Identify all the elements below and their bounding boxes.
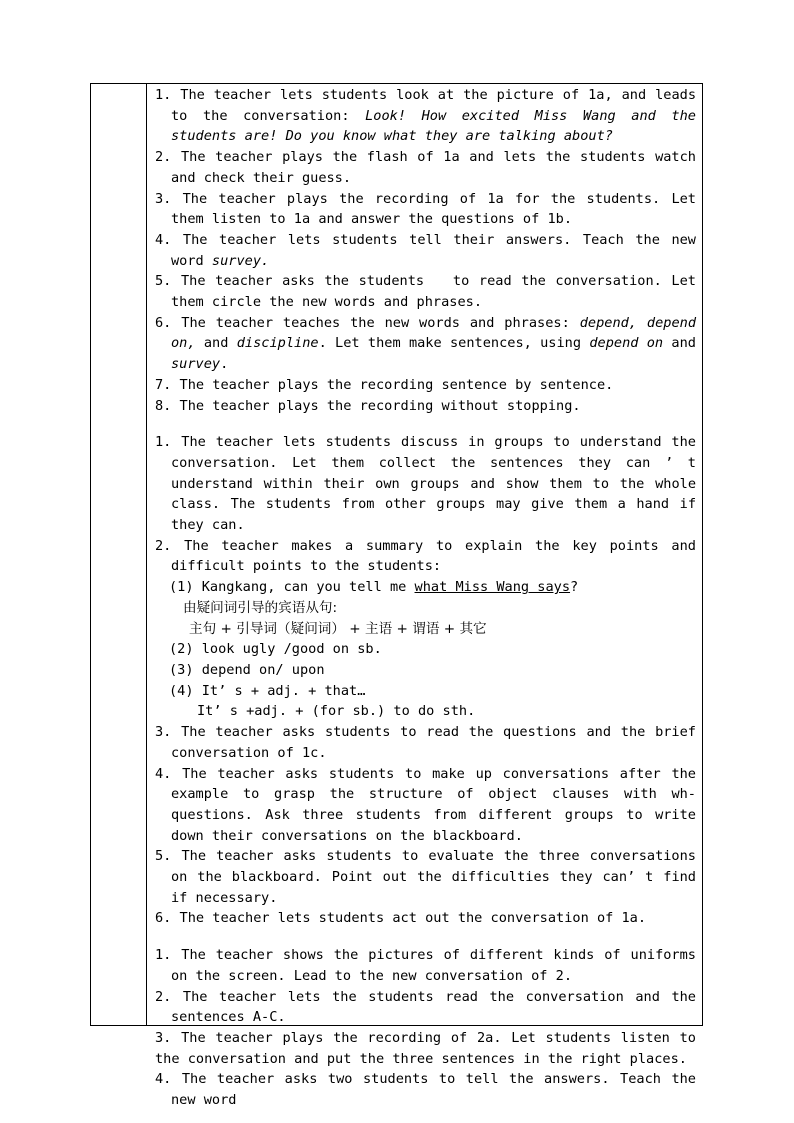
section-b xyxy=(155,432,696,929)
step-a6-text-5: . xyxy=(220,356,229,373)
step-c3: 3. The teacher plays the recording of 2a. Let students listen to the conversation and put the three sentences in the right places. xyxy=(155,1029,696,1067)
step-a4-italic: survey. xyxy=(211,252,270,269)
step-c4: 4. The teacher asks two students to tell the answers. Teach the new word xyxy=(155,1071,696,1109)
step-a6-text-4: and xyxy=(663,335,696,352)
step-c1: 1. The teacher shows the pictures of different kinds of uniforms on the screen. Lead to the new conversation of 2. xyxy=(155,947,696,984)
step-a1-text: 1. The teacher lets students look at the picture of 1a, and leads to the conversation: xyxy=(155,87,696,124)
step-a1 xyxy=(155,85,696,147)
step-a1-italic: Look! How excited Miss Wang and the students are! Do you know what they are talking about? xyxy=(171,107,696,145)
key-point-4: (4) It’ s + adj. + that… xyxy=(169,682,366,699)
key-point-4-variant: It’ s +adj. + (for sb.) to do sth. xyxy=(197,703,476,720)
key-point-1-suffix: ? xyxy=(570,579,579,596)
column-divider xyxy=(146,83,147,1026)
step-a2: 2. The teacher plays the flash of 1a and lets the students watch and check their guess. xyxy=(155,149,696,186)
section-a xyxy=(155,85,705,416)
step-a7: 7. The teacher plays the recording sentence by sentence. xyxy=(155,376,614,393)
grammar-note-zh: 由疑问词引导的宾语从句: xyxy=(183,599,338,616)
step-b5: 5. The teacher asks students to evaluate the three conversations on the blackboard. Point out the difficulties they can’ t find if necessary. xyxy=(155,848,696,906)
grammar-formula-zh: 主句 + 引导词（疑问词） + 主语 + 谓语 + 其它 xyxy=(189,620,487,637)
step-a4-text: 4. The teacher lets students tell their answers. Teach the new word xyxy=(155,231,696,269)
left-column-cell xyxy=(91,84,146,1025)
step-c2: 2. The teacher lets the students read the conversation and the sentences A-C. xyxy=(155,988,696,1026)
step-a6-text-2: and xyxy=(195,335,237,352)
step-b1: 1. The teacher lets students discuss in groups to understand the conversation. Let them collect the sentences they can ’ t understand within their own groups and show them to the whole class. The students from other groups may give them a hand if they can. xyxy=(155,434,696,534)
key-point-3: (3) depend on/ upon xyxy=(169,661,325,678)
key-point-1 xyxy=(155,577,696,598)
step-a6-italic-4: survey xyxy=(171,356,221,373)
step-b3: 3. The teacher asks students to read the questions and the brief conversation of 1c. xyxy=(155,724,696,761)
key-point-2: (2) look ugly /good on sb. xyxy=(169,641,382,658)
step-a3: 3. The teacher plays the recording of 1a for the students. Let them listen to 1a and answer the questions of 1b. xyxy=(155,190,696,228)
step-a8: 8. The teacher plays the recording without stopping. xyxy=(155,397,581,414)
step-b4: 4. The teacher asks students to make up conversations after the example to grasp the structure of object clauses with wh-questions. Ask three students from different groups to write down their conversations on the blackboard. xyxy=(155,765,696,844)
step-a6-text-1: 6. The teacher teaches the new words and phrases: xyxy=(155,314,580,331)
step-a6-text-3: . Let them make sentences, using xyxy=(318,335,590,352)
step-a5: 5. The teacher asks the students to read the conversation. Let them circle the new words and phrases. xyxy=(155,273,705,311)
step-b6: 6. The teacher lets students act out the conversation of 1a. xyxy=(155,910,647,927)
step-a4 xyxy=(155,230,696,271)
step-a6 xyxy=(155,313,696,375)
key-point-1-underlined: what Miss Wang says xyxy=(414,579,571,596)
section-c xyxy=(155,945,696,1111)
step-a6-italic-2: discipline xyxy=(236,335,319,352)
key-point-1-text: (1) Kangkang, can you tell me xyxy=(169,579,415,596)
procedure-cell xyxy=(155,85,705,1111)
step-b2: 2. The teacher makes a summary to explain the key points and difficult points to the students: xyxy=(155,537,696,575)
step-a6-italic-1: depend, depend on, xyxy=(171,314,697,352)
step-a6-italic-3: depend on xyxy=(589,335,664,352)
